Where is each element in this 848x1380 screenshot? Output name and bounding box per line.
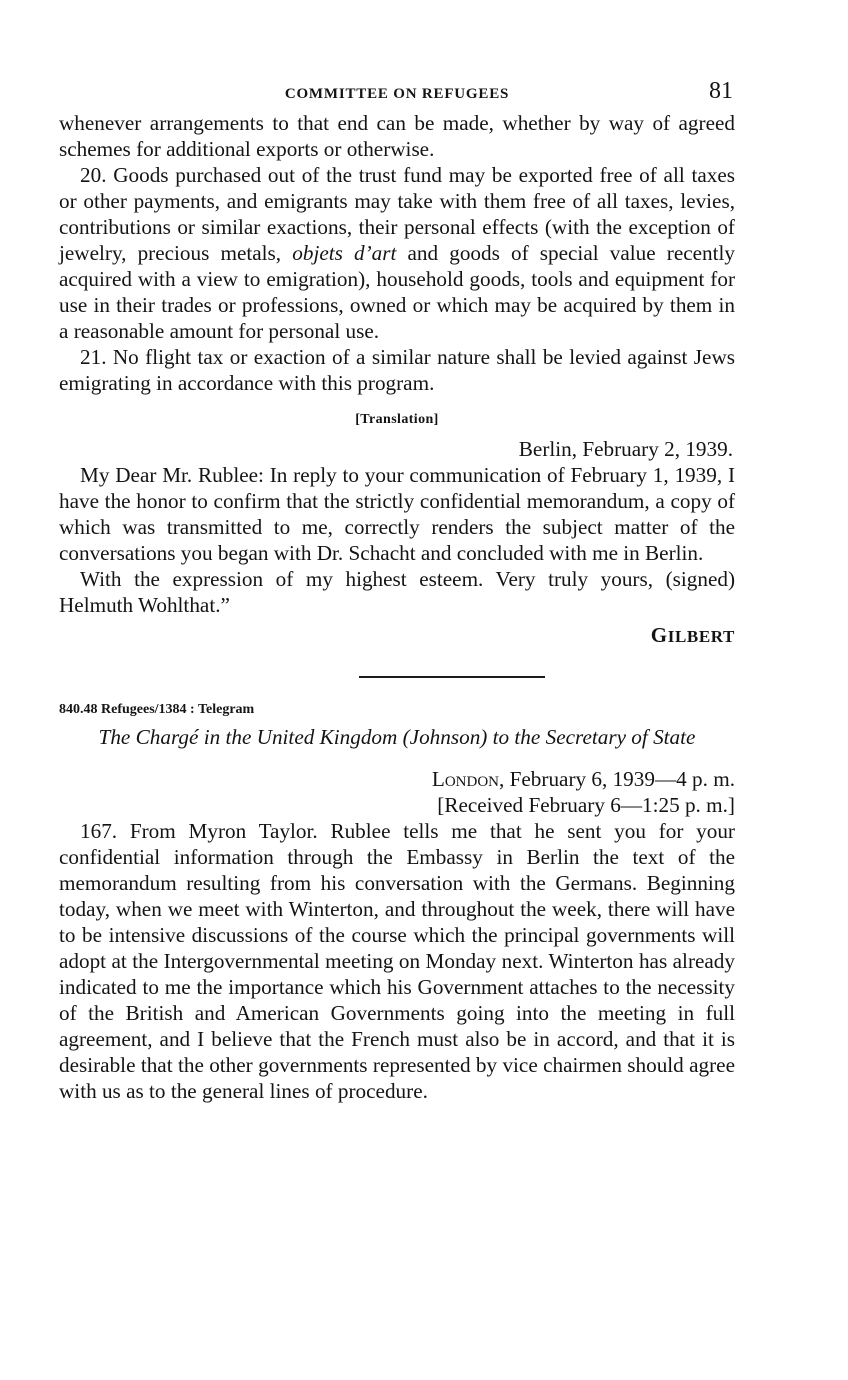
- running-header: [59, 78, 735, 110]
- continuation-paragraph: whenever arrangements to that end can be made, whether by way of agreed schemes for additional exports or otherwise.: [59, 111, 735, 161]
- paragraph-20-italic-term: objets d’art: [292, 241, 397, 265]
- signoff-initial: G: [650, 623, 668, 647]
- telegram-dateline-rest: February 6, 1939—4 p. m.: [504, 767, 735, 791]
- paragraph-20-lead: 20. Goods purchased out of the trust fund may be exported free of all taxes or other payments, and emigrants may take with them free of all taxes, levies, contributions or similar exactions, their personal effects (with the exception of jewelry, precious metals,: [59, 163, 735, 265]
- telegram-body: 167. From Myron Taylor. Rublee tells me that he sent you for your confidential information through the Embassy in Berlin the text of the memorandum resulting from his conversation with the Germans. Beginning today, when we meet with Winterton, and throughout the week, there will have to be intensive discussions of the course which the principal governments will adopt at the Intergovernmental meeting on Monday next. Winterton has already indicated to me the importance which his Government attaches to the necessity of the British and American Governments going into the meeting in full agreement, and I believe that the French must also be in accord, and that it is desirable that the other governments represented by vice chairmen should agree with us as to the general lines of procedure.: [59, 819, 735, 1103]
- signoff-rest: ILBERT: [667, 627, 735, 646]
- telegram-received: [Received February 6—1:25 p. m.]: [437, 793, 735, 817]
- telegram-dateline-city: London,: [431, 767, 505, 791]
- telegram-title: The Chargé in the United Kingdom (Johnson) to the Secretary of State: [98, 725, 696, 749]
- document-page: [59, 78, 735, 1104]
- paragraph-21: 21. No flight tax or exaction of a similar nature shall be levied against Jews emigrating in accordance with this program.: [59, 345, 735, 395]
- telegram-file-reference: 840.48 Refugees/1384 : Telegram: [59, 702, 255, 717]
- translation-dateline: Berlin, February 2, 1939.: [518, 437, 733, 461]
- telegram-dateline: [59, 766, 735, 792]
- translation-body: My Dear Mr. Rublee: In reply to your communication of February 1, 1939, I have the honor to confirm that the strictly confidential memorandum, a copy of which was transmitted to me, correctly renders the subject matter of the conversations you began with Dr. Schacht and concluded with me in Berlin.: [59, 463, 735, 565]
- running-title: COMMITTEE ON REFUGEES: [284, 86, 510, 102]
- signoff-gilbert: [59, 624, 735, 648]
- paragraph-20-tail: and goods of special value recently acquired with a view to emigration), household goods, tools and equipment for use in their trades or professions, owned or which may be acquired by them in a reasonable amount for personal use.: [59, 241, 735, 343]
- page-number: 81: [709, 78, 733, 104]
- translation-label: [Translation]: [355, 412, 439, 427]
- translation-closing: With the expression of my highest esteem. Very truly yours, (signed) Helmuth Wohlthat.”: [59, 567, 735, 617]
- paragraph-20: [59, 162, 735, 344]
- section-divider: [359, 676, 545, 678]
